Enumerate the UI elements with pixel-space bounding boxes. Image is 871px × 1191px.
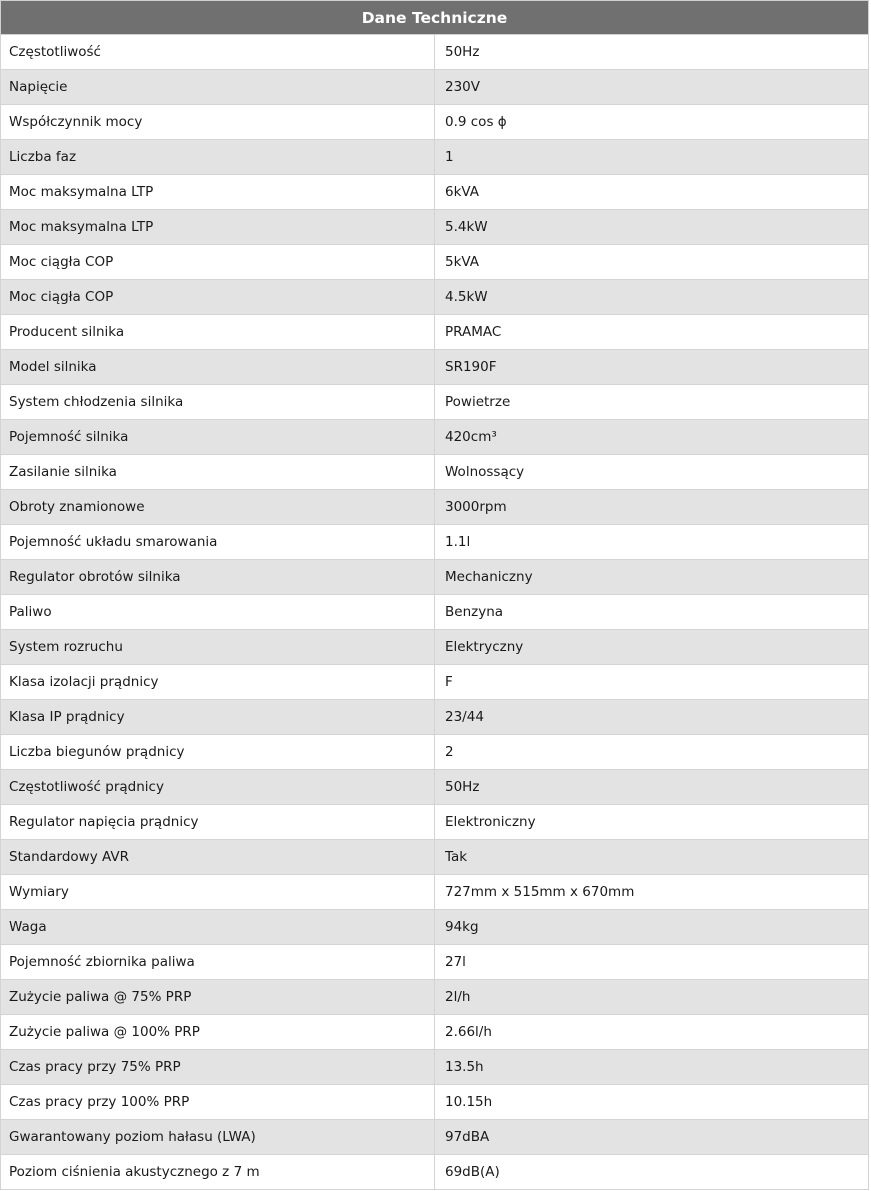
spec-label: Model silnika bbox=[1, 350, 435, 385]
spec-label: Czas pracy przy 75% PRP bbox=[1, 1050, 435, 1085]
spec-value: 230V bbox=[435, 70, 869, 105]
table-row bbox=[1, 910, 869, 945]
table-row bbox=[1, 455, 869, 490]
spec-value: 97dBA bbox=[435, 1120, 869, 1155]
spec-label: Liczba faz bbox=[1, 140, 435, 175]
table-row bbox=[1, 595, 869, 630]
spec-label: Zużycie paliwa @ 75% PRP bbox=[1, 980, 435, 1015]
table-row bbox=[1, 1155, 869, 1190]
table-row bbox=[1, 1120, 869, 1155]
spec-label: Moc maksymalna LTP bbox=[1, 210, 435, 245]
spec-value: 50Hz bbox=[435, 35, 869, 70]
spec-label: Klasa IP prądnicy bbox=[1, 700, 435, 735]
spec-label: Pojemność zbiornika paliwa bbox=[1, 945, 435, 980]
spec-value: F bbox=[435, 665, 869, 700]
spec-value: 50Hz bbox=[435, 770, 869, 805]
table-row bbox=[1, 1085, 869, 1120]
spec-label: Klasa izolacji prądnicy bbox=[1, 665, 435, 700]
table-row bbox=[1, 280, 869, 315]
spec-value: 5.4kW bbox=[435, 210, 869, 245]
spec-label: System rozruchu bbox=[1, 630, 435, 665]
spec-value: 13.5h bbox=[435, 1050, 869, 1085]
spec-value: 4.5kW bbox=[435, 280, 869, 315]
table-row bbox=[1, 875, 869, 910]
table-row bbox=[1, 1015, 869, 1050]
table-row bbox=[1, 1050, 869, 1085]
spec-label: Moc ciągła COP bbox=[1, 280, 435, 315]
spec-label: Współczynnik mocy bbox=[1, 105, 435, 140]
spec-label: Pojemność silnika bbox=[1, 420, 435, 455]
spec-label: Czas pracy przy 100% PRP bbox=[1, 1085, 435, 1120]
spec-value: 727mm x 515mm x 670mm bbox=[435, 875, 869, 910]
spec-value: 3000rpm bbox=[435, 490, 869, 525]
table-row bbox=[1, 385, 869, 420]
table-row bbox=[1, 315, 869, 350]
spec-value: 23/44 bbox=[435, 700, 869, 735]
spec-label: Poziom ciśnienia akustycznego z 7 m bbox=[1, 1155, 435, 1190]
table-row bbox=[1, 175, 869, 210]
spec-value: 0.9 cos ϕ bbox=[435, 105, 869, 140]
table-row bbox=[1, 630, 869, 665]
spec-value: 1 bbox=[435, 140, 869, 175]
spec-label: Zasilanie silnika bbox=[1, 455, 435, 490]
spec-value: Tak bbox=[435, 840, 869, 875]
spec-label: Częstotliwość prądnicy bbox=[1, 770, 435, 805]
table-row bbox=[1, 525, 869, 560]
table-row bbox=[1, 805, 869, 840]
spec-label: Moc ciągła COP bbox=[1, 245, 435, 280]
spec-label: Liczba biegunów prądnicy bbox=[1, 735, 435, 770]
table-row bbox=[1, 700, 869, 735]
table-title: Dane Techniczne bbox=[1, 1, 869, 35]
spec-value: Elektroniczny bbox=[435, 805, 869, 840]
spec-value: Mechaniczny bbox=[435, 560, 869, 595]
table-row bbox=[1, 840, 869, 875]
spec-value: Wolnossący bbox=[435, 455, 869, 490]
spec-label: Zużycie paliwa @ 100% PRP bbox=[1, 1015, 435, 1050]
spec-value: SR190F bbox=[435, 350, 869, 385]
table-row bbox=[1, 980, 869, 1015]
spec-value: 6kVA bbox=[435, 175, 869, 210]
spec-label: Regulator obrotów silnika bbox=[1, 560, 435, 595]
table-row bbox=[1, 350, 869, 385]
spec-value: 69dB(A) bbox=[435, 1155, 869, 1190]
spec-label: Obroty znamionowe bbox=[1, 490, 435, 525]
spec-label: Wymiary bbox=[1, 875, 435, 910]
table-row bbox=[1, 770, 869, 805]
spec-label: Gwarantowany poziom hałasu (LWA) bbox=[1, 1120, 435, 1155]
spec-value: 5kVA bbox=[435, 245, 869, 280]
table-row bbox=[1, 490, 869, 525]
spec-value: 2 bbox=[435, 735, 869, 770]
spec-value: Powietrze bbox=[435, 385, 869, 420]
spec-label: Paliwo bbox=[1, 595, 435, 630]
table-body bbox=[1, 35, 869, 1190]
spec-label: Moc maksymalna LTP bbox=[1, 175, 435, 210]
spec-value: 10.15h bbox=[435, 1085, 869, 1120]
table-row bbox=[1, 105, 869, 140]
spec-value: Elektryczny bbox=[435, 630, 869, 665]
spec-label: Pojemność układu smarowania bbox=[1, 525, 435, 560]
spec-value: Benzyna bbox=[435, 595, 869, 630]
table-row bbox=[1, 210, 869, 245]
spec-value: 94kg bbox=[435, 910, 869, 945]
table-row bbox=[1, 735, 869, 770]
spec-label: Regulator napięcia prądnicy bbox=[1, 805, 435, 840]
table-row bbox=[1, 420, 869, 455]
spec-label: Częstotliwość bbox=[1, 35, 435, 70]
spec-value: 1.1l bbox=[435, 525, 869, 560]
table-row bbox=[1, 245, 869, 280]
table-row bbox=[1, 70, 869, 105]
spec-value: PRAMAC bbox=[435, 315, 869, 350]
table-header-row bbox=[1, 1, 869, 35]
spec-label: Standardowy AVR bbox=[1, 840, 435, 875]
spec-value: 27l bbox=[435, 945, 869, 980]
spec-value: 2.66l/h bbox=[435, 1015, 869, 1050]
spec-value: 2l/h bbox=[435, 980, 869, 1015]
spec-label: Waga bbox=[1, 910, 435, 945]
table-row bbox=[1, 140, 869, 175]
table-row bbox=[1, 665, 869, 700]
table-row bbox=[1, 945, 869, 980]
spec-label: Producent silnika bbox=[1, 315, 435, 350]
spec-value: 420cm³ bbox=[435, 420, 869, 455]
spec-label: System chłodzenia silnika bbox=[1, 385, 435, 420]
table-row bbox=[1, 35, 869, 70]
spec-label: Napięcie bbox=[1, 70, 435, 105]
table-row bbox=[1, 560, 869, 595]
